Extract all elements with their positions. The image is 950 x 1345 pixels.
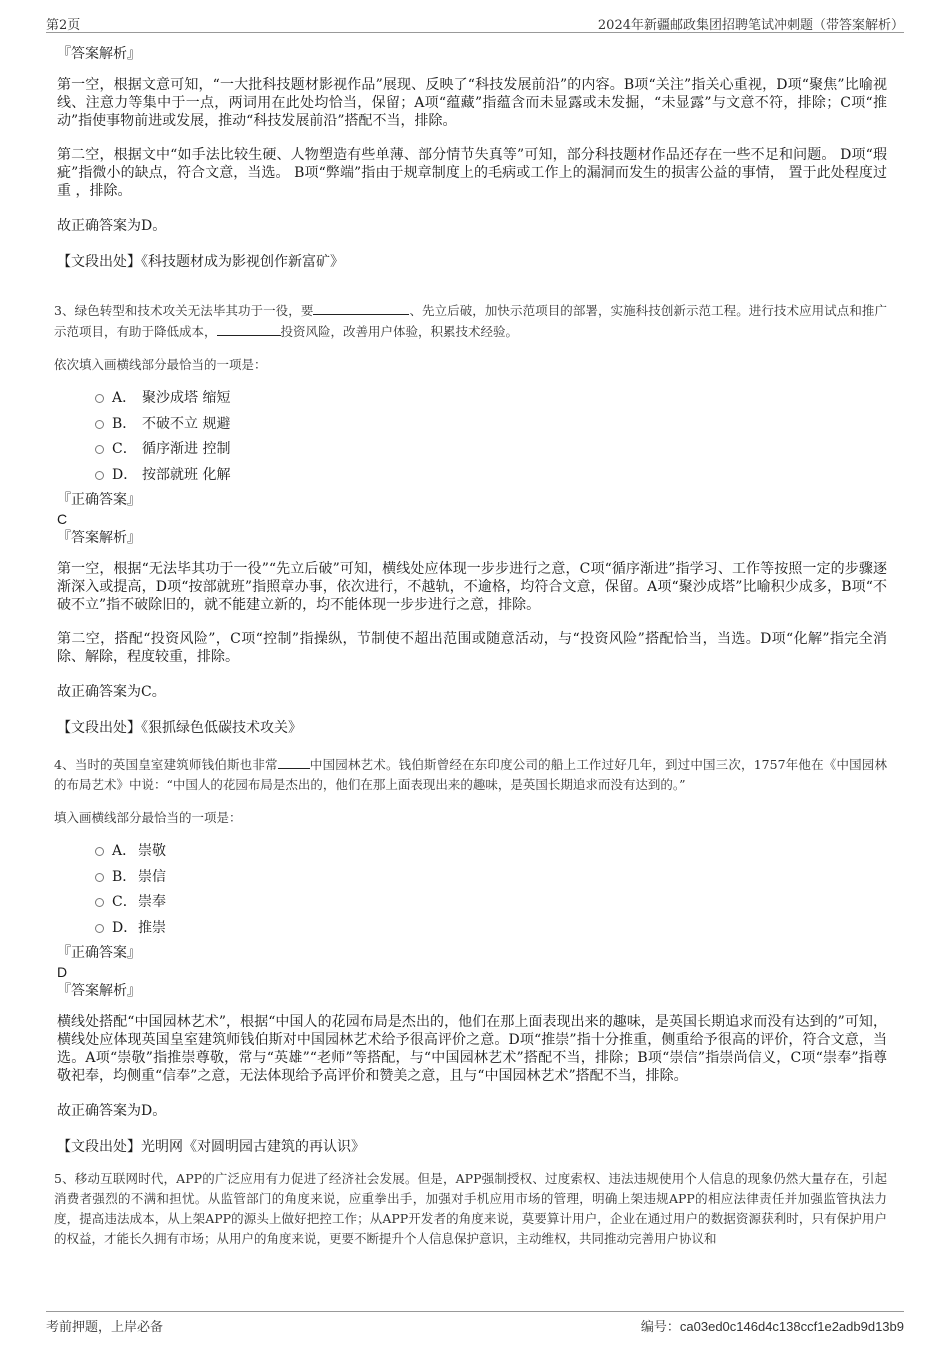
option-list [95, 388, 887, 490]
radio-icon[interactable] [95, 471, 104, 480]
radio-icon[interactable] [95, 847, 104, 856]
question-2-analysis [57, 44, 887, 272]
question-instruction: 填入画横线部分最恰当的一项是： [54, 810, 242, 825]
analysis-paragraph: 横线处搭配“中国园林艺术”，根据“中国人的花园布局是杰出的，他们在那上面表现出来的趣味，是英国长期追求而没有达到的”可知，横线处应体现英国皇室建筑师钱伯斯对中国园林艺术给予很高评价之意。D项“推崇”指十分推重，侧重给予很高的评价，符合文意，当选。A项“崇敬”指推崇尊敬，常与“英雄”“老师”等搭配，与“中国园林艺术”搭配不当，排除；B项“崇信”指崇尚信义，C项“崇奉”指尊敬祀奉，均侧重“信奉”之意，无法体现给予高评价和赞美之意，且与“中国园林艺术”搭配不当，排除。 [57, 1014, 887, 1084]
fill-blank [313, 300, 409, 315]
passage-source: 【文段出处】《科技题材成为影视创作新富矿》 [57, 254, 344, 270]
correct-answer-tag: 『正确答案』 [57, 945, 141, 961]
option-a[interactable]: A． 聚沙成塔 缩短 [95, 388, 887, 414]
option-c[interactable]: C． 循序渐进 控制 [95, 439, 887, 465]
radio-icon[interactable] [95, 898, 104, 907]
correct-answer: D [57, 964, 68, 980]
question-4 [54, 754, 887, 1157]
answer-conclusion: 故正确答案为D。 [57, 1103, 167, 1119]
option-b[interactable]: B． 不破不立 规避 [95, 414, 887, 440]
analysis-tag: 『答案解析』 [57, 46, 141, 62]
question-5 [54, 1169, 887, 1249]
analysis-tag: 『答案解析』 [57, 530, 141, 546]
correct-answer-tag: 『正确答案』 [57, 492, 141, 508]
page-number: 第2页 [46, 18, 81, 33]
page-footer [46, 1311, 904, 1334]
option-list [95, 841, 887, 943]
option-a[interactable]: A． 崇敬 [95, 841, 887, 867]
passage-source: 【文段出处】光明网《对圆明园古建筑的再认识》 [57, 1139, 365, 1155]
radio-icon[interactable] [95, 445, 104, 454]
radio-icon[interactable] [95, 420, 104, 429]
footer-slogan: 考前押题，上岸必备 [46, 1320, 164, 1335]
radio-icon[interactable] [95, 394, 104, 403]
fill-blank [278, 754, 310, 769]
answer-conclusion: 故正确答案为C。 [57, 684, 166, 700]
document-code: 编号：ca03ed0c146d4c138ccf1e2adb9d13b9 [640, 1319, 904, 1335]
option-c[interactable]: C． 崇奉 [95, 892, 887, 918]
answer-conclusion: 故正确答案为D。 [57, 218, 167, 234]
question-instruction: 依次填入画横线部分最恰当的一项是： [54, 357, 267, 372]
radio-icon[interactable] [95, 873, 104, 882]
analysis-paragraph: 第一空，根据文意可知，“一大批科技题材影视作品”展现、反映了“科技发展前沿”的内容。B项“关注”指关心重视，D项“聚焦”比喻视线、注意力等集中于一点，两词用在此处均恰当，保留；A项“蕴藏”指蕴含而未显露或未发掘，“未显露”与文意不符，排除；C项“推动”指使事物前进或发展，推动“科技发展前沿”搭配不当，排除。 [57, 77, 887, 129]
option-b[interactable]: B． 崇信 [95, 867, 887, 893]
option-d[interactable]: D． 推崇 [95, 918, 887, 944]
analysis-paragraph: 第一空，根据“无法毕其功于一役”“先立后破”可知，横线处应体现一步步进行之意，C项“循序渐进”指学习、工作等按照一定的步骤逐渐深入或提高，D项“按部就班”指照章办事，依次进行，不越轨，不逾格，均符合文意，保留。A项“聚沙成塔”比喻积少成多，B项“不破不立”指不破除旧的，就不能建立新的，均不能体现一步步进行之意，排除。 [57, 561, 887, 613]
analysis-paragraph: 第二空，根据文中“如手法比较生硬、人物塑造有些单薄、部分情节失真等”可知，部分科技题材作品还存在一些不足和问题。 D项“瑕疵”指微小的缺点，符合文意，当选。 B项“弊端”指由于规章制度上的毛病或工作上的漏洞而发生的损害公益的事情， 置于此处程度过重 ，排除。 [57, 147, 887, 199]
correct-answer: C [57, 511, 68, 527]
question-stem: 3、绿色转型和技术攻关无法毕其功于一役，要 、先立后破，加快示范项目的部署，实施科技创新示范工程。进行技术应用试点和推广示范项目，有助于降低成本， 投资风险，改善用户体验，积累技术经验。 [54, 300, 887, 342]
page-content [54, 40, 887, 1249]
analysis-tag: 『答案解析』 [57, 983, 141, 999]
analysis-paragraph: 第二空，搭配“投资风险”，C项“控制”指操纵，节制使不超出范围或随意活动，与“投资风险”搭配恰当，当选。D项“化解”指完全消除、解除，程度较重，排除。 [57, 631, 887, 665]
passage-source: 【文段出处】《狠抓绿色低碳技术攻关》 [57, 720, 302, 736]
document-title: 2024年新疆邮政集团招聘笔试冲刺题（带答案解析） [597, 18, 904, 33]
option-d[interactable]: D． 按部就班 化解 [95, 465, 887, 491]
question-stem: 4、当时的英国皇室建筑师钱伯斯也非常 中国园林艺术。钱伯斯曾经在东印度公司的船上工作过好几年，到过中国三次，1757年他在《中国园林的布局艺术》中说：“中国人的花园布局是杰出的，他们在那上面表现出来的趣味，是英国长期追求而没有达到的。” [54, 754, 887, 795]
radio-icon[interactable] [95, 924, 104, 933]
question-3 [54, 300, 887, 738]
fill-blank [217, 321, 281, 336]
page-header [46, 12, 904, 33]
question-stem: 5、移动互联网时代，APP的广泛应用有力促进了经济社会发展。但是，APP强制授权、过度索权、违法违规使用个人信息的现象仍然大量存在，引起消费者强烈的不满和担忧。从监管部门的角度来说，应重拳出手，加强对手机应用市场的管理，明确上架违规APP的相应法律责任并加强监管执法力度，提高违法成本，从上架APP的源头上做好把控工作；从APP开发者的角度来说，莫要算计用户，企业在通过用户的数据资源获利时，只有保护用户的权益，才能长久拥有市场；从用户的角度来说，更要不断提升个人信息保护意识，主动维权，共同推动完善用户协议和 [54, 1171, 887, 1246]
